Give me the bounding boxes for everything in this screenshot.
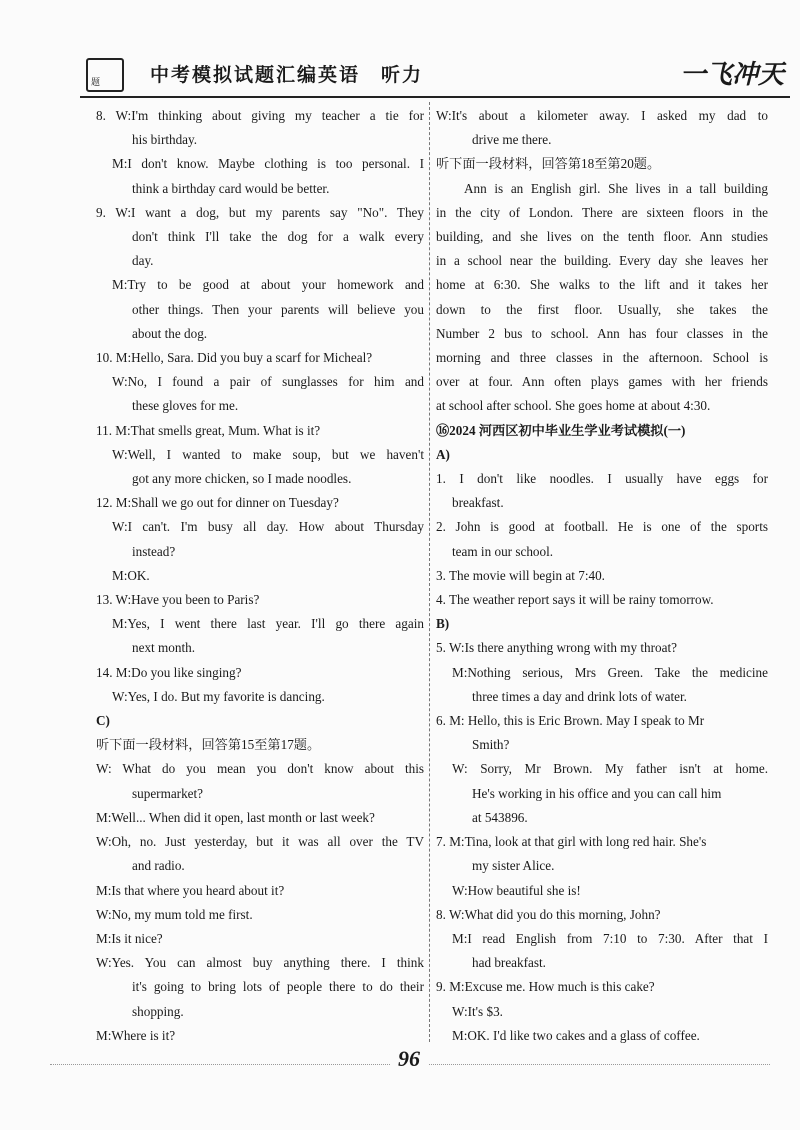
text-line: had breakfast. bbox=[472, 955, 546, 971]
text-line: Ann is an English girl. She lives in a tall building bbox=[464, 180, 768, 196]
text-line: M:Is it nice? bbox=[96, 930, 163, 946]
page-header bbox=[80, 52, 788, 94]
text-line: instead? bbox=[132, 543, 176, 559]
text-line: think a birthday card would be better. bbox=[132, 180, 330, 196]
column-divider bbox=[429, 102, 430, 1042]
text-line: at school after school. She goes home at about 4:30. bbox=[436, 398, 711, 414]
text-line: these gloves for me. bbox=[132, 398, 239, 414]
text-line: home at 6:30. She walks to the lift and it takes her bbox=[436, 277, 768, 293]
text-line: Smith? bbox=[472, 737, 510, 753]
text-line: 9. W:I want a dog, but my parents say "No". They bbox=[96, 204, 424, 220]
text-line: 11. M:That smells great, Mum. What is it? bbox=[96, 422, 321, 438]
left-column bbox=[96, 104, 424, 1048]
text-line: C) bbox=[96, 713, 110, 729]
text-line: W:Yes, I do. But my favorite is dancing. bbox=[112, 688, 325, 704]
text-line: shopping. bbox=[132, 1003, 184, 1019]
text-line: He's working in his office and you can call him bbox=[472, 785, 722, 801]
text-line: 6. M: Hello, this is Eric Brown. May I speak to Mr bbox=[436, 713, 705, 729]
text-line: 10. M:Hello, Sara. Did you buy a scarf for Micheal? bbox=[96, 350, 373, 366]
text-line: down to the first floor. Usually, she takes the bbox=[436, 301, 768, 317]
text-line: W:Yes. You can almost buy anything there. I think bbox=[96, 955, 424, 971]
text-line: 12. M:Shall we go out for dinner on Tuesday? bbox=[96, 495, 339, 511]
text-line: 听下面一段材料，回答第18至第20题。 bbox=[436, 156, 661, 172]
text-line: next month. bbox=[132, 640, 196, 656]
text-line: M:Yes, I went there last year. I'll go there again bbox=[112, 616, 424, 632]
text-line: W: Sorry, Mr Brown. My father isn't at home. bbox=[452, 761, 768, 777]
text-line: 1. I don't like noodles. I usually have eggs for bbox=[436, 471, 768, 487]
text-line: W:I can't. I'm busy all day. How about Thursday bbox=[112, 519, 424, 535]
text-line: M:OK. I'd like two cakes and a glass of coffee. bbox=[452, 1027, 700, 1043]
book-title: 中考模拟试题汇编英语 听力 bbox=[150, 65, 424, 86]
text-line: W:Well, I wanted to make soup, but we haven't bbox=[112, 446, 424, 462]
text-line: ⑯2024 河西区初中毕业生学业考试模拟(一) bbox=[436, 422, 686, 438]
text-line: 听下面一段材料，回答第15至第17题。 bbox=[96, 737, 321, 753]
text-line: Number 2 bus to school. Ann has four classes in the bbox=[436, 325, 768, 341]
text-line: W:Oh, no. Just yesterday, but it was all over the TV bbox=[96, 834, 424, 850]
text-line: A) bbox=[436, 446, 450, 462]
text-line: day. bbox=[132, 253, 154, 269]
text-line: W:It's about a kilometer away. I asked my dad to bbox=[436, 108, 768, 123]
text-line: building, and she lives on the tenth floor. Ann studies bbox=[436, 229, 768, 245]
text-line: W:No, my mum told me first. bbox=[96, 906, 253, 922]
header-rule bbox=[80, 96, 790, 98]
text-line: M:Where is it? bbox=[96, 1027, 176, 1043]
text-line: M:Try to be good at about your homework and bbox=[112, 277, 424, 293]
right-column bbox=[436, 104, 768, 1048]
text-line: B) bbox=[436, 616, 450, 632]
text-line: M:Well... When did it open, last month or last week? bbox=[96, 809, 375, 825]
text-line: 3. The movie will begin at 7:40. bbox=[436, 567, 605, 583]
text-line: three times a day and drink lots of water. bbox=[472, 688, 687, 704]
text-line: morning and three classes in the afternoon. School is bbox=[436, 350, 768, 366]
text-line: other things. Then your parents will believe you bbox=[132, 301, 424, 317]
text-line: drive me there. bbox=[472, 132, 552, 148]
text-line: his birthday. bbox=[132, 132, 198, 148]
text-line: M:OK. bbox=[112, 567, 150, 583]
text-line: and radio. bbox=[132, 858, 185, 874]
text-line: W:It's $3. bbox=[452, 1003, 503, 1019]
text-line: team in our school. bbox=[452, 543, 554, 559]
text-line: W: What do you mean you don't know about this bbox=[96, 761, 424, 777]
brand-name: 一飞冲天 bbox=[679, 60, 784, 89]
text-line: 7. M:Tina, look at that girl with long red hair. She's bbox=[436, 834, 707, 850]
text-line: 9. M:Excuse me. How much is this cake? bbox=[436, 979, 655, 995]
text-line: 5. W:Is there anything wrong with my throat? bbox=[436, 640, 677, 656]
text-line: don't think I'll take the dog for a walk every bbox=[132, 229, 424, 245]
text-line: M:I don't know. Maybe clothing is too personal. I bbox=[112, 156, 424, 172]
text-line: breakfast. bbox=[452, 495, 504, 511]
book-logo-icon bbox=[86, 58, 124, 92]
text-line: about the dog. bbox=[132, 325, 208, 341]
text-line: M:Is that where you heard about it? bbox=[96, 882, 285, 898]
text-line: at 543896. bbox=[472, 809, 528, 825]
text-line: supermarket? bbox=[132, 785, 204, 801]
text-line: 8. W:I'm thinking about giving my teacher a tie for bbox=[96, 108, 424, 123]
text-line: it's going to bring lots of people there to do their bbox=[132, 979, 424, 995]
text-line: W:No, I found a pair of sunglasses for him and bbox=[112, 374, 424, 390]
text-line: 8. W:What did you do this morning, John? bbox=[436, 906, 661, 922]
text-line: 2. John is good at football. He is one of the sports bbox=[436, 519, 768, 535]
text-line: 4. The weather report says it will be rainy tomorrow. bbox=[436, 592, 714, 608]
page-number: 96 bbox=[390, 1046, 428, 1072]
text-line: 13. W:Have you been to Paris? bbox=[96, 592, 260, 608]
text-line: W:How beautiful she is! bbox=[452, 882, 581, 898]
text-line: in the city of London. There are sixteen floors in the bbox=[436, 204, 768, 220]
text-line: over at four. Ann often plays games with her friends bbox=[436, 374, 768, 390]
text-line: got any more chicken, so I made noodles. bbox=[132, 471, 352, 487]
text-line: in a school near the building. Every day she leaves her bbox=[436, 253, 768, 269]
text-line: 14. M:Do you like singing? bbox=[96, 664, 242, 680]
text-line: M:Nothing serious, Mrs Green. Take the medicine bbox=[452, 664, 768, 680]
text-line: my sister Alice. bbox=[472, 858, 555, 874]
logo-label: 题 bbox=[91, 77, 101, 87]
text-line: M:I read English from 7:10 to 7:30. After that I bbox=[452, 930, 768, 946]
